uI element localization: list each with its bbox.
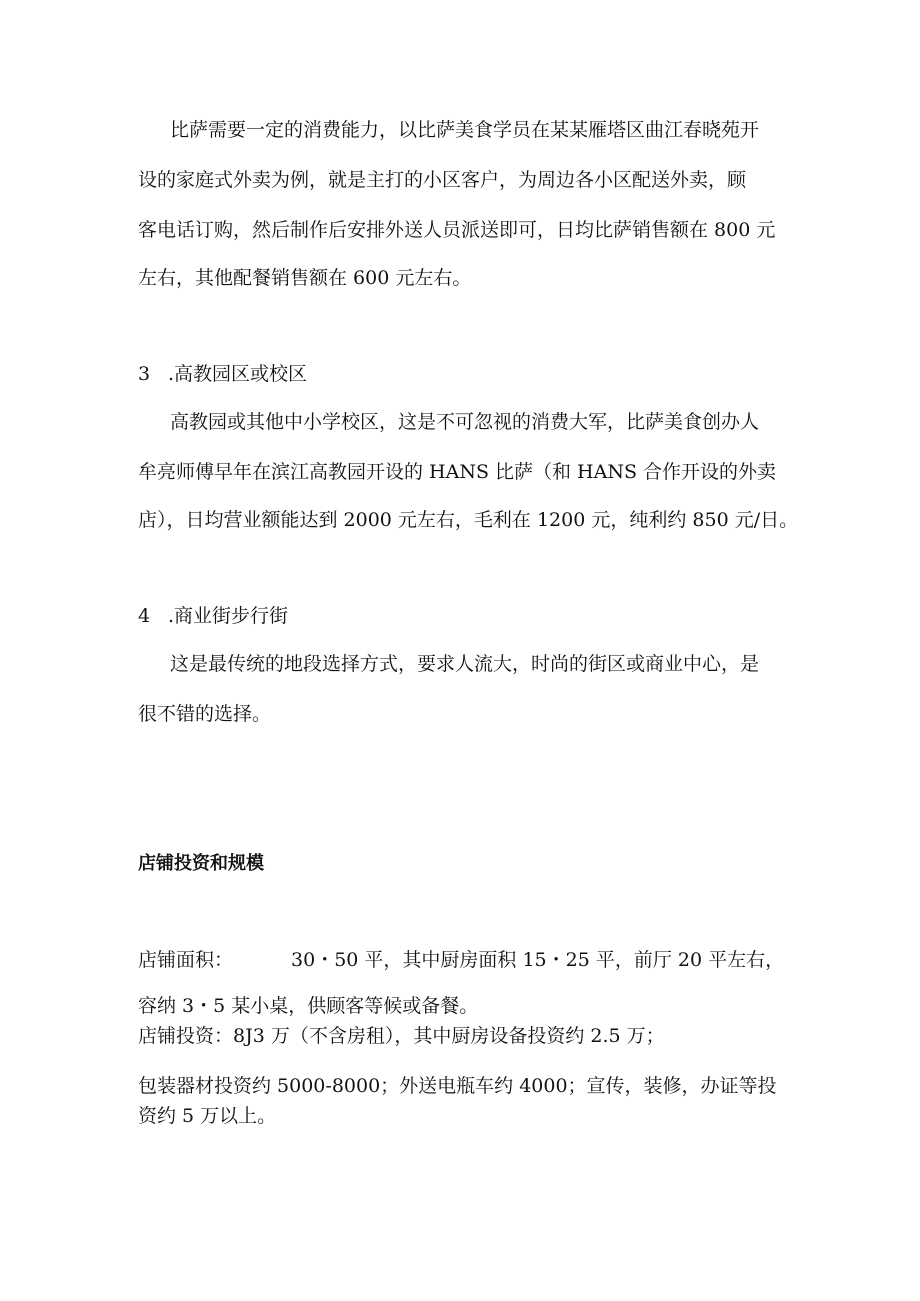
paragraph-line: 很不错的选择。 <box>138 703 272 725</box>
equipment-line: 资约 5 万以上。 <box>138 1105 277 1127</box>
paragraph-line: 店），日均营业额能达到 2000 元左右，毛利在 1200 元，纯利约 850 元/日。 <box>138 509 799 531</box>
list-item-title: .高教园区或校区 <box>168 363 308 385</box>
paragraph-line: 左右，其他配餐销售额在 600 元左右。 <box>138 267 472 289</box>
list-item-number: 4 <box>138 605 151 627</box>
list-item-number: 3 <box>138 363 151 385</box>
paragraph-line: 牟亮师傅早年在滨江高教园开设的 HANS 比萨（和 HANS 合作开设的外卖 <box>138 461 777 483</box>
area-continuation: 容纳 3・5 某小桌，供顾客等候或备餐。 <box>138 995 479 1017</box>
area-label: 店铺面积： <box>138 949 234 971</box>
paragraph-line: 这是最传统的地段选择方式，要求人流大，时尚的街区或商业中心，是 <box>170 653 760 675</box>
paragraph-line: 设的家庭式外卖为例，就是主打的小区客户，为周边各小区配送外卖，顾 <box>138 169 747 191</box>
list-item-heading <box>138 362 307 386</box>
list-item-heading <box>138 604 288 628</box>
area-line <box>138 948 784 972</box>
equipment-line: 包装器材投资约 5000-8000；外送电瓶车约 4000；宣传，装修，办证等投 <box>138 1075 777 1097</box>
paragraph-line: 高教园或其他中小学校区，这是不可忽视的消费大军，比萨美食创办人 <box>170 411 760 433</box>
investment-line: 店铺投资：8J3 万（不含房租），其中厨房设备投资约 2.5 万； <box>138 1025 665 1047</box>
area-value: 30・50 平，其中厨房面积 15・25 平，前厅 20 平左右， <box>291 949 785 971</box>
section-heading: 店铺投资和规模 <box>138 853 264 874</box>
paragraph-line: 比萨需要一定的消费能力，以比萨美食学员在某某雁塔区曲江春晓苑开 <box>170 119 760 141</box>
paragraph-line: 客电话订购，然后制作后安排外送人员派送即可，日均比萨销售额在 800 元 <box>138 219 776 241</box>
list-item-title: .商业街步行街 <box>168 605 289 627</box>
